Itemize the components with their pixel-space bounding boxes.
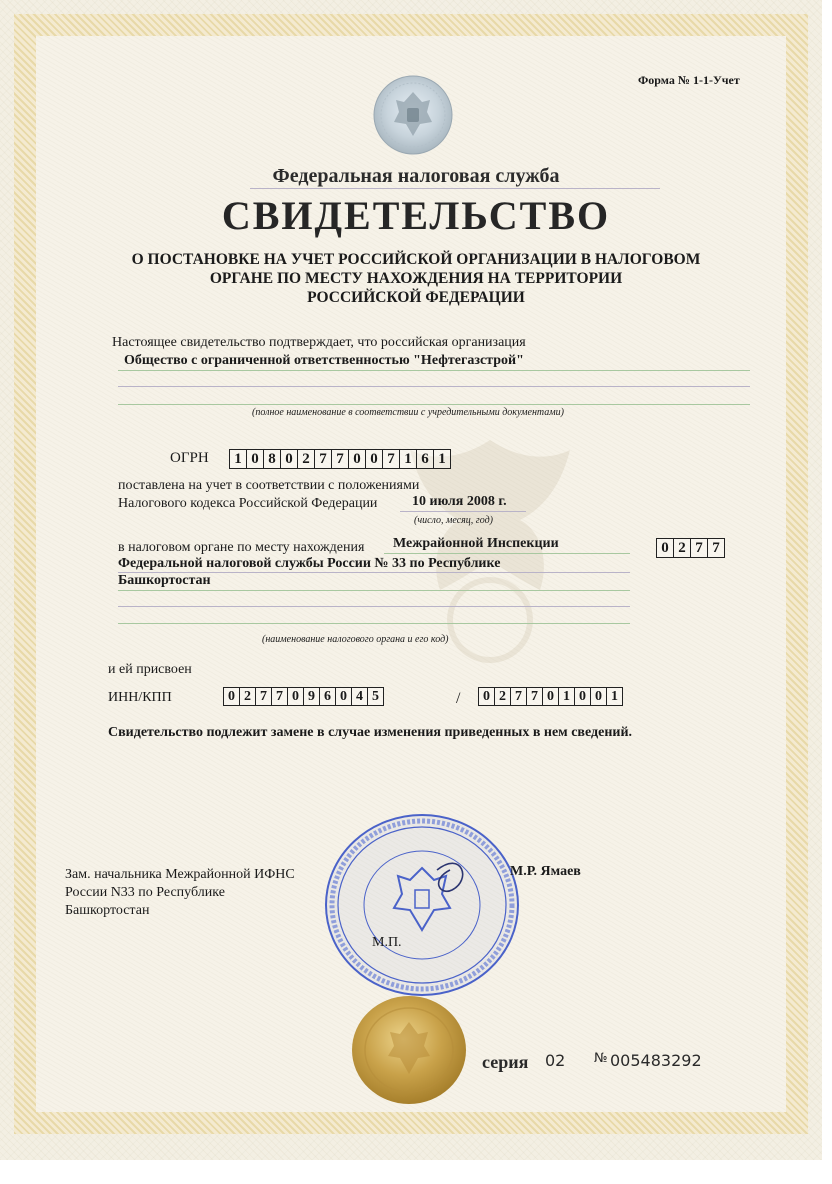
serial-label: серия (482, 1052, 529, 1072)
ogrn-digit: 7 (331, 449, 349, 469)
signer-position-line-3: Башкортостан (65, 903, 150, 918)
kpp-digit: 7 (510, 687, 527, 706)
replacement-notice: Свидетельство подлежит замене в случае изменения приведенных в нем сведений. (108, 725, 633, 740)
signer-name: М.Р. Ямаев (510, 864, 581, 879)
organization-name-hint: (полное наименование в соответствии с учредительными документами) (252, 407, 564, 418)
service-underline (250, 188, 660, 189)
kpp-digit: 1 (558, 687, 575, 706)
kpp-digit: 1 (606, 687, 623, 706)
inn-digit: 5 (367, 687, 384, 706)
assigned-label: и ей присвоен (108, 662, 192, 677)
subtitle-line-2: ОРГАНЕ ПО МЕСТУ НАХОЖДЕНИЯ НА ТЕРРИТОРИИ (209, 270, 623, 287)
inn-kpp-label: ИНН/КПП (108, 690, 172, 705)
tax-office-code-digit: 2 (673, 538, 691, 558)
hologram-emblem-icon (372, 74, 454, 156)
inn-digit: 4 (351, 687, 368, 706)
ogrn-digit: 0 (246, 449, 264, 469)
tax-office-intro: в налоговом органе по месту нахождения (118, 540, 365, 555)
ogrn-digit: 0 (365, 449, 383, 469)
tax-office-line-1 (384, 553, 630, 554)
registration-date: 10 июля 2008 г. (412, 494, 507, 509)
inn-digit: 7 (271, 687, 288, 706)
organization-intro: Настоящее свидетельство подтверждает, что российская организация (112, 335, 526, 350)
organization-line-2 (118, 386, 750, 387)
serial-number-prefix: № (594, 1051, 608, 1066)
ogrn-digit: 0 (348, 449, 366, 469)
inn-digit: 6 (319, 687, 336, 706)
registration-line-1: поставлена на учет в соответствии с положениями (118, 478, 420, 493)
gold-seal-icon (350, 994, 468, 1106)
ogrn-digit: 6 (416, 449, 434, 469)
serial-series: 02 (545, 1051, 566, 1070)
document-subtitle (100, 250, 732, 307)
tax-office-code-boxes (657, 538, 725, 558)
organization-line-3 (118, 404, 750, 405)
kpp-digit: 2 (494, 687, 511, 706)
inn-digit: 0 (287, 687, 304, 706)
inn-kpp-separator: / (456, 690, 461, 707)
inn-digit: 0 (223, 687, 240, 706)
ogrn-label: ОГРН (170, 450, 209, 466)
registration-date-hint: (число, месяц, год) (414, 515, 493, 526)
signer-position-line-2: России N33 по Республике (65, 885, 225, 900)
signer-position (65, 866, 295, 920)
tax-office-line-5 (118, 623, 630, 624)
tax-office-hint: (наименование налогового органа и его код) (262, 634, 449, 645)
stamp-place-mark: М.П. (372, 935, 402, 950)
kpp-digit: 0 (478, 687, 495, 706)
ogrn-digit: 7 (314, 449, 332, 469)
ogrn-digit: 2 (297, 449, 315, 469)
inn-digit: 2 (239, 687, 256, 706)
subtitle-line-1: О ПОСТАНОВКЕ НА УЧЕТ РОССИЙСКОЙ ОРГАНИЗАЦИИ В НАЛОГОВОМ (131, 251, 701, 268)
ogrn-digit: 1 (399, 449, 417, 469)
registration-line-2: Налогового кодекса Российской Федерации (118, 496, 378, 511)
document-title: СВИДЕТЕЛЬСТВО (221, 193, 611, 238)
ogrn-digit: 0 (280, 449, 298, 469)
tax-office-name-line-3: Башкортостан (118, 573, 211, 588)
ogrn-digit: 8 (263, 449, 281, 469)
organization-line-1 (118, 370, 750, 371)
inn-digit: 7 (255, 687, 272, 706)
ogrn-digit-boxes (230, 449, 451, 469)
serial-number: 005483292 (610, 1051, 702, 1070)
ogrn-digit: 7 (382, 449, 400, 469)
tax-office-line-4 (118, 606, 630, 607)
kpp-digit: 0 (590, 687, 607, 706)
kpp-digit: 0 (542, 687, 559, 706)
ogrn-digit: 1 (229, 449, 247, 469)
tax-office-name-line-2: Федеральной налоговой службы России № 33 по Республике (118, 556, 501, 571)
tax-office-line-3 (118, 590, 630, 591)
inn-digit-boxes (224, 687, 384, 706)
kpp-digit: 7 (526, 687, 543, 706)
service-name: Федеральная налоговая служба (272, 165, 560, 187)
ogrn-digit: 1 (433, 449, 451, 469)
official-stamp-icon (322, 810, 522, 1000)
tax-office-code-digit: 7 (707, 538, 725, 558)
kpp-digit-boxes (479, 687, 623, 706)
form-number: Форма № 1-1-Учет (638, 73, 740, 87)
kpp-digit: 0 (574, 687, 591, 706)
subtitle-line-3: РОССИЙСКОЙ ФЕДЕРАЦИИ (307, 289, 525, 306)
organization-name: Общество с ограниченной ответственностью "Нефтегазстрой" (124, 353, 524, 368)
signer-position-line-1: Зам. начальника Межрайонной ИФНС (65, 867, 295, 882)
tax-office-name-line-1: Межрайонной Инспекции (393, 536, 559, 551)
inn-digit: 0 (335, 687, 352, 706)
tax-office-code-digit: 0 (656, 538, 674, 558)
tax-office-code-digit: 7 (690, 538, 708, 558)
registration-date-underline (400, 511, 526, 512)
inn-digit: 9 (303, 687, 320, 706)
